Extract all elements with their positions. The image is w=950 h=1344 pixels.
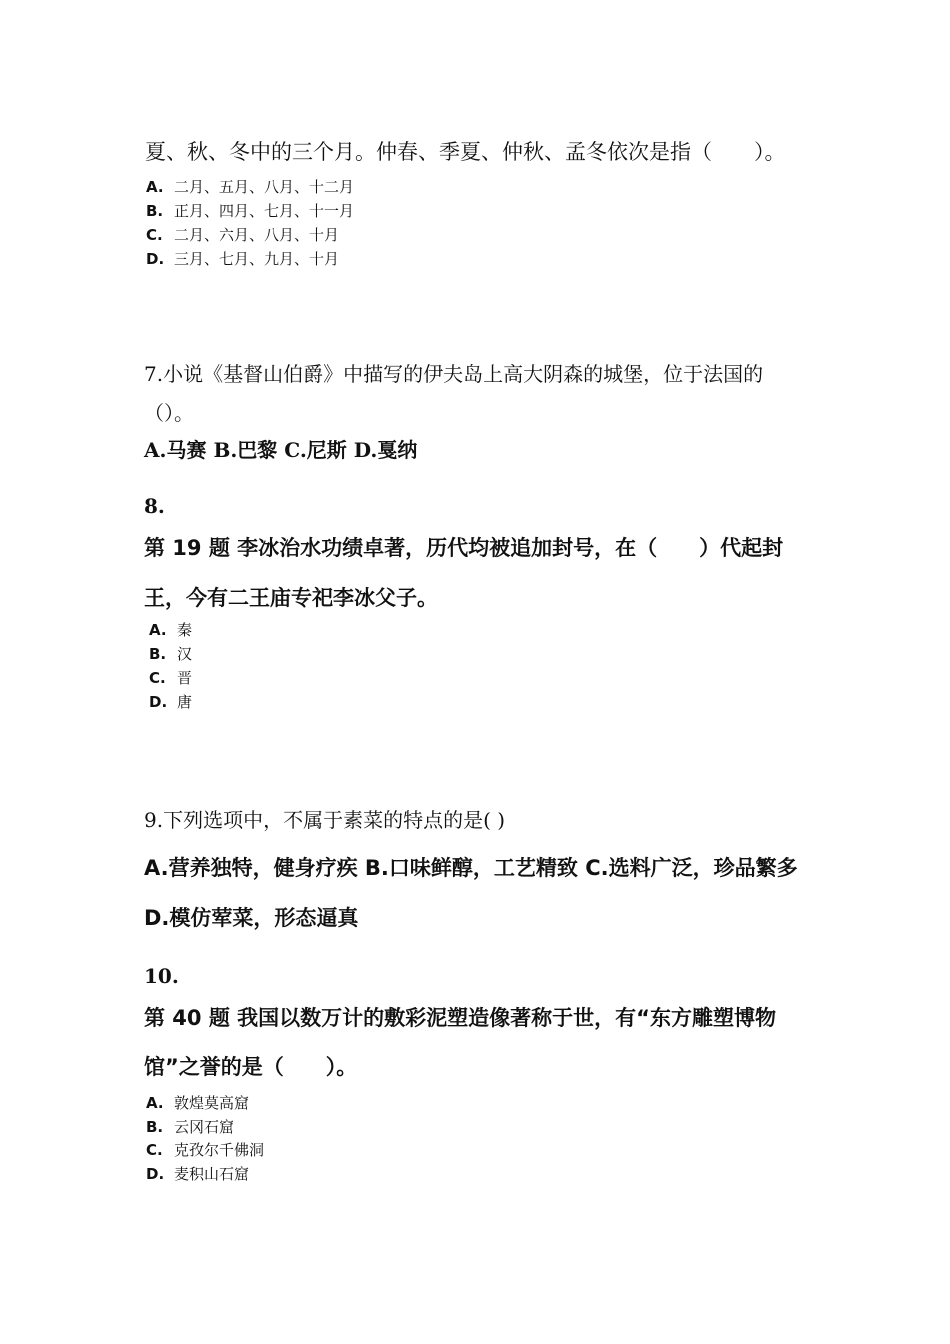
option-text: 麦积山石窟: [174, 1165, 250, 1183]
option-key: C.: [146, 1141, 163, 1159]
q8-stem-line1: 第 19 题 李冰治水功绩卓著，历代均被追加封号，在（ ）代起封: [144, 536, 784, 560]
q7-options: A.马赛 B.巴黎 C.尼斯 D.戛纳: [144, 438, 418, 462]
q9-stem: 9.下列选项中，不属于素菜的特点的是( ): [144, 808, 506, 832]
q8-option-c: [149, 667, 192, 688]
q9-options-line2: D.模仿荤菜，形态逼真: [144, 906, 359, 930]
q10-stem-line2: 馆”之誉的是（ ）。: [144, 1055, 358, 1079]
option-text: 克孜尔千佛洞: [174, 1141, 265, 1159]
q10-option-a: [146, 1092, 249, 1113]
option-key: A.: [146, 1094, 164, 1112]
q7-stem-line2: （）。: [144, 401, 194, 425]
q10-option-d: [146, 1163, 249, 1184]
option-key: A.: [146, 178, 164, 196]
option-text: 二月、六月、八月、十月: [174, 226, 340, 244]
q9-options-line1: A.营养独特，健身疗疾 B.口味鲜醇，工艺精致 C.选料广泛，珍品繁多: [144, 856, 798, 880]
q10-stem-line1: 第 40 题 我国以数万计的敷彩泥塑造像著称于世，有“东方雕塑博物: [144, 1006, 776, 1030]
option-key: A.: [149, 621, 167, 639]
q8-number: 8.: [144, 494, 165, 518]
option-text: 敦煌莫高窟: [174, 1094, 250, 1112]
q10-number: 10.: [144, 964, 179, 988]
option-text: 正月、四月、七月、十一月: [174, 202, 355, 220]
q7-stem-line1: 7.小说《基督山伯爵》中描写的伊夫岛上高大阴森的城堡，位于法国的: [144, 362, 764, 386]
option-key: D.: [146, 1165, 165, 1183]
option-key: B.: [146, 1118, 164, 1136]
option-key: B.: [149, 645, 167, 663]
option-text: 秦: [177, 621, 193, 639]
option-text: 三月、七月、九月、十月: [174, 250, 340, 268]
option-text: 二月、五月、八月、十二月: [174, 178, 355, 196]
option-key: D.: [146, 250, 165, 268]
option-text: 唐: [177, 693, 193, 711]
option-key: C.: [146, 226, 163, 244]
q6-option-d: [146, 248, 339, 269]
option-key: C.: [149, 669, 166, 687]
q8-option-d: [149, 691, 192, 712]
q10-option-c: [146, 1139, 264, 1160]
option-key: D.: [149, 693, 168, 711]
option-text: 汉: [177, 645, 193, 663]
option-text: 云冈石窟: [174, 1118, 235, 1136]
q10-option-b: [146, 1116, 234, 1137]
q6-stem: 夏、秋、冬中的三个月。仲春、季夏、仲秋、孟冬依次是指（ ）。: [145, 140, 786, 164]
q6-option-b: [146, 200, 354, 221]
q6-option-c: [146, 224, 339, 245]
option-text: 晋: [177, 669, 193, 687]
q8-option-a: [149, 619, 192, 640]
option-key: B.: [146, 202, 164, 220]
q8-stem-line2: 王，今有二王庙专祀李冰父子。: [144, 586, 438, 610]
q6-option-a: [146, 176, 354, 197]
q8-option-b: [149, 643, 192, 664]
